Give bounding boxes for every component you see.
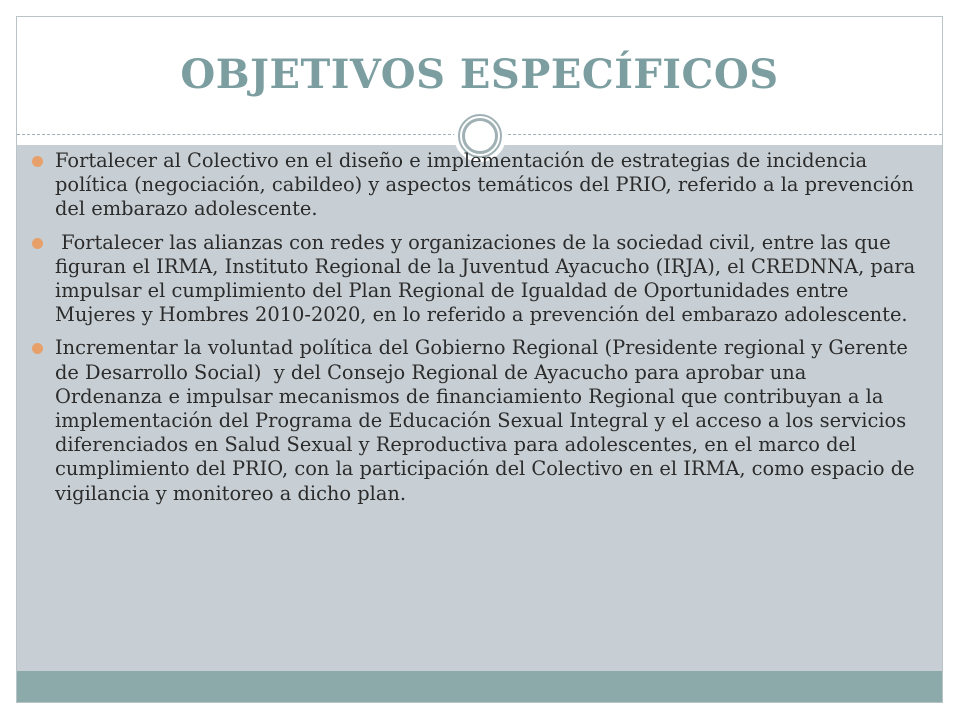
- bullet-dot-icon: [32, 238, 43, 249]
- list-item: [32, 230, 922, 328]
- list-item: [32, 336, 921, 505]
- objective-text: Fortalecer las alianzas con redes y organizaciones de la sociedad civil, entre las que figuran el IRMA, Instituto Regional de la Juventud Ayacucho (IRJA), el CREDNNA, para impulsar el cumplimiento del Plan Regional de Igualdad de Oportunidades entre Mujeres y Hombres 2010-2020, en lo referido a prevención del embarazo adolescente.: [55, 230, 922, 327]
- footer-band: [17, 671, 942, 703]
- objective-text: Fortalecer al Colectivo en el diseño e implementación de estrategias de incidencia política (negociación, cabildeo) y aspectos temáticos del PRIO, referido a la prevención del embarazo adolescente.: [55, 149, 914, 221]
- objectives-list: [32, 149, 922, 515]
- list-item: [32, 149, 917, 222]
- bullet-dot-icon: [32, 156, 43, 167]
- bullet-dot-icon: [32, 343, 43, 354]
- slide-title: OBJETIVOS ESPECÍFICOS: [180, 51, 779, 98]
- objective-text: Incrementar la voluntad política del Gobierno Regional (Presidente regional y Gerente de Desarrollo Social) y del Consejo Regional de Ayacucho para aprobar una Ordenanza e impulsar mecanismos de financiamiento Regional que contribuyan a la implementación del Programa de Educación Sexual Integral y el acceso a los servicios diferenciados en Salud Sexual y Reproductiva para adolescentes, en el marco del cumplimiento del PRIO, con la participación del Colectivo en el IRMA, como espacio de vigilancia y monitoreo a dicho plan.: [55, 336, 921, 505]
